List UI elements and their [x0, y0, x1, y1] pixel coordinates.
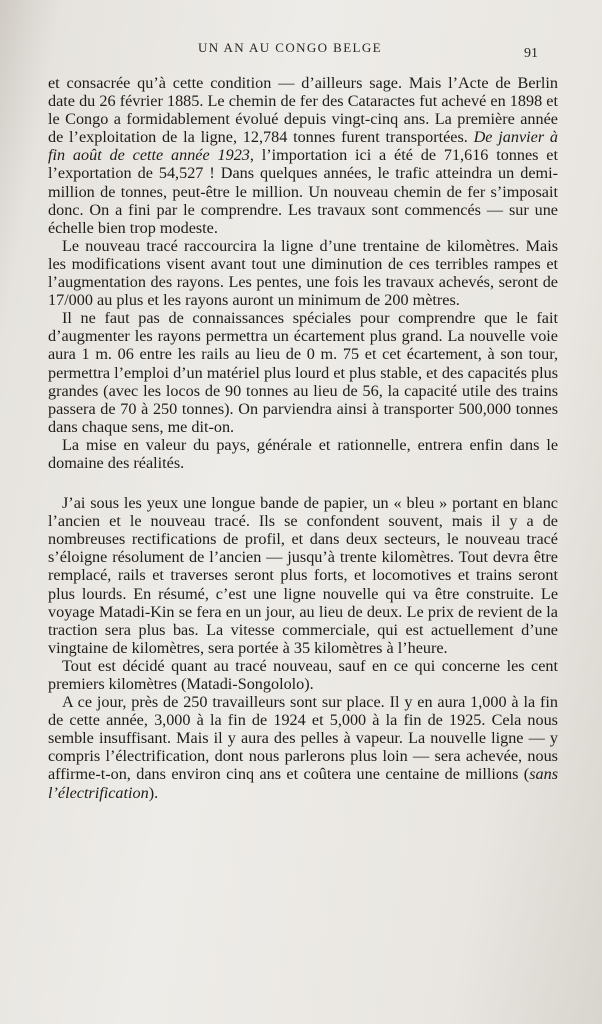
text-run: J’ai sous les yeux une longue bande de papier, un « bleu » portant en blanc l’ancien et le nouveau tracé. Ils se confondent souvent, mais il y a de nombreuses rectifications de profil, et dans deux secteurs, le nouveau tracé s’éloigne résolument de l’ancien — jusqu’à trente kilomètres. Tout devra être remplacé, rails et traverses seront plus forts, et locomotives et trains seront plus lourds. En résumé, c’est une ligne nouvelle qui va être construite. Le voyage Matadi-Kin se fera en un jour, au lieu de deux. Le prix de revient de la traction sera plus bas. La vitesse commerciale, qui est actuellement d’une vingtaine de kilomètres, sera portée à 35 kilomètres à l’heure.: [48, 494, 558, 657]
paragraph-nouveau-trace: [48, 237, 558, 309]
paragraph-trace-decide: [48, 657, 558, 693]
text-run: A ce jour, près de 250 travailleurs sont sur place. Il y en aura 1,000 à la fin de cette année, 3,000 à la fin de 1924 et 5,000 à la fin de 1925. Cela nous semble insuffisant. Mais il y aura des pelles à vapeur. La nouvelle ligne — y compris l’électrification, dont nous parlerons plus loin — sera achevée, nous affirme-t-on, dans environ cinq ans et coûtera une centaine de millions (: [48, 693, 558, 784]
page-header: [0, 40, 602, 60]
paragraph-bande-de-papier: [48, 494, 558, 657]
text-run: , l’importation ici a été de 71,616 tonnes et l’exportation de 54,527 ! Dans quelques années, le trafic atteindra un demi-million de tonnes, peut-être le million. Un nouveau chemin de fer s’imposait donc. On a fini par le comprendre. Les travaux sont commencés — sur une échelle bien trop modeste.: [48, 146, 558, 237]
body-text: [48, 74, 558, 802]
section-gap: [48, 472, 558, 494]
italic-run: De janvier à fin août de cette année 1923: [48, 128, 558, 165]
paragraph-ecartement: [48, 309, 558, 436]
text-run: et consacrée qu’à cette condition — d’ailleurs sage. Mais l’Acte de Berlin date du 26 février 1885. Le chemin de fer des Cataractes fut achevé en 1898 et le Congo a formidablement évolué depuis vingt-cinq ans. La première année de l’exploitation de la ligne, 12,784 tonnes furent transportées.: [48, 74, 558, 147]
paragraph-travailleurs: [48, 693, 558, 802]
text-run: Le nouveau tracé raccourcira la ligne d’une trentaine de kilomètres. Mais les modifications visent avant tout une diminution de ces terribles rampes et l’augmentation des rayons. Les pentes, une fois les travaux achevés, seront de 17/000 au plus et les rayons auront un minimum de 200 mètres.: [48, 236, 558, 310]
paragraph-acte-de-berlin: [48, 74, 558, 237]
paragraph-mise-en-valeur: [48, 436, 558, 472]
italic-run: sans l’électrification: [48, 765, 558, 802]
text-run: La mise en valeur du pays, générale et rationnelle, entrera enfin dans le domaine des réalités.: [48, 435, 558, 472]
text-run: Tout est décidé quant au tracé nouveau, sauf en ce qui concerne les cent premiers kilomètres (Matadi-Songololo).: [48, 656, 558, 693]
text-run: Il ne faut pas de connaissances spéciales pour comprendre que le fait d’augmenter les rayons permettra un écartement plus grand. La nouvelle voie aura 1 m. 06 entre les rails au lieu de 0 m. 75 et cet écartement, à son tour, permettra l’emploi d’un matériel plus lourd et plus stable, et des capacités plus grandes (avec les locos de 90 tonnes au lieu de 56, la capacité utile des trains passera de 70 à 250 tonnes). On parviendra ainsi à transporter 500,000 tonnes dans chaque sens, me dit-on.: [48, 309, 558, 436]
text-run: ).: [148, 783, 159, 802]
running-title: UN AN AU CONGO BELGE: [198, 40, 382, 55]
page-number: 91: [524, 46, 538, 61]
